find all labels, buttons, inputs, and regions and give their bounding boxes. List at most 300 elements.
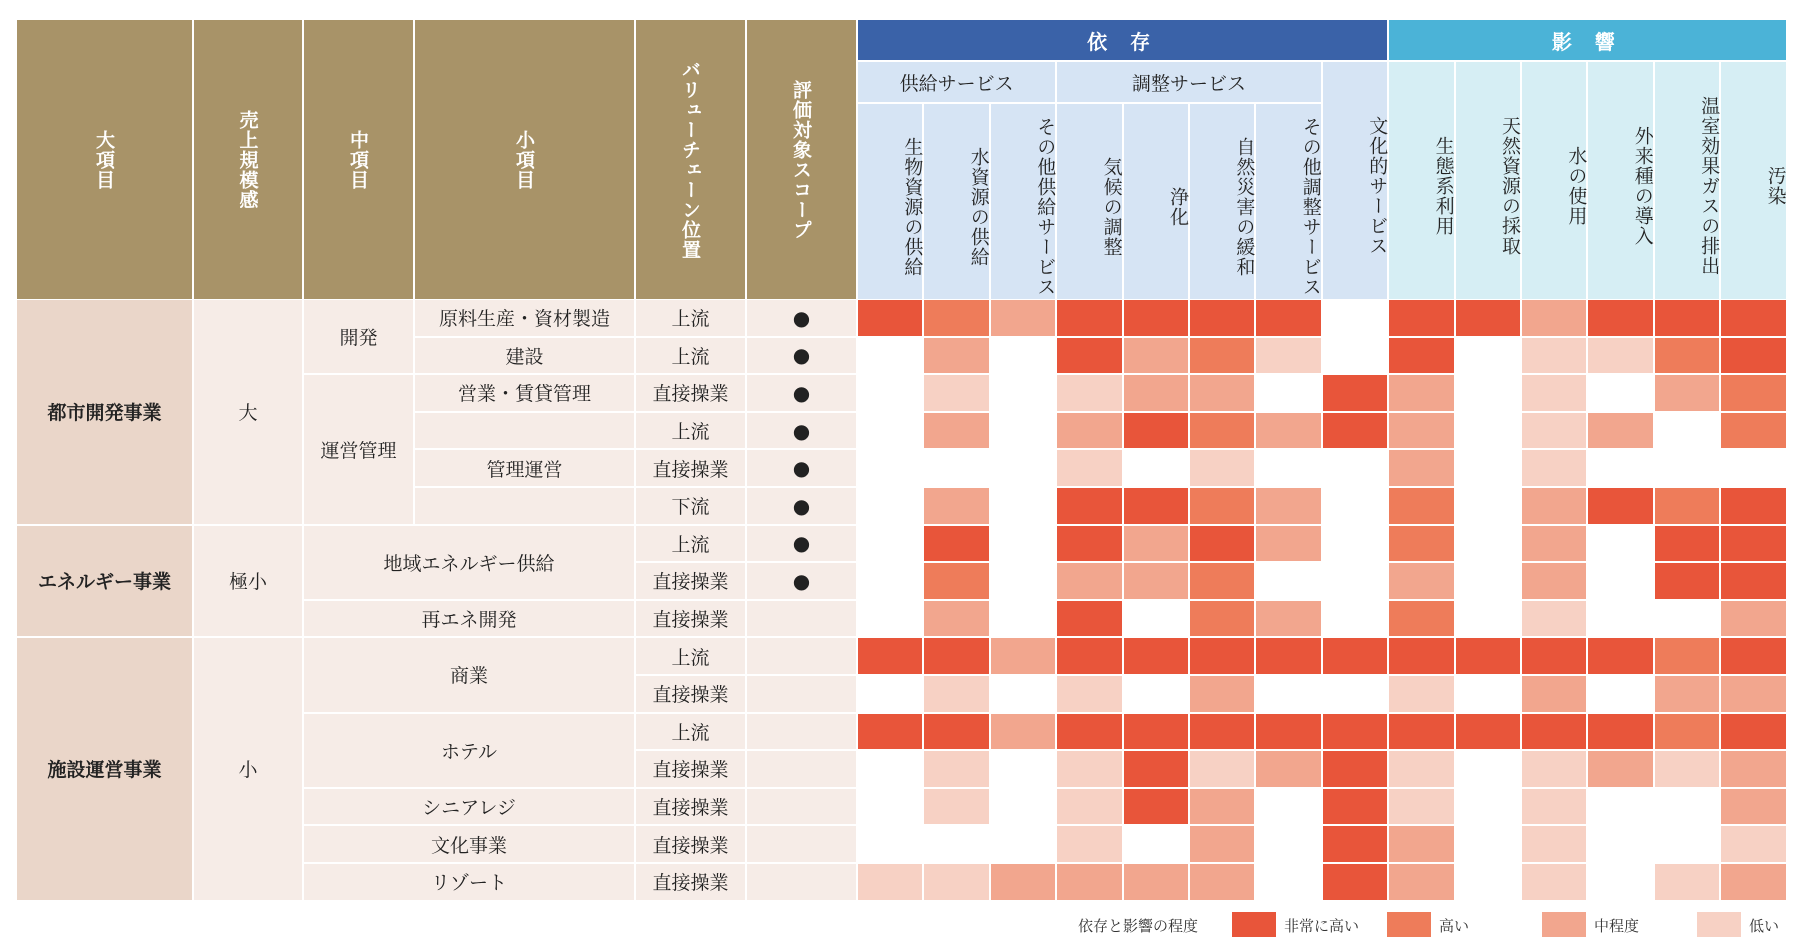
heatmap-cell [1190,714,1254,750]
heatmap-cell [1256,676,1320,712]
small-item: 管理運営 [415,450,634,486]
heatmap-cell [991,638,1055,674]
heatmap-cell [1323,563,1387,599]
heatmap-cell [1721,300,1785,336]
heatmap-cell [1655,413,1719,449]
heatmap-cell [1721,450,1785,486]
heatmap-cell [1456,676,1520,712]
heatmap-cell [1057,601,1121,637]
column-header: その他調整サービス [1256,104,1320,299]
heatmap-cell [991,676,1055,712]
heatmap-cell [1124,789,1188,825]
scope-marker: ● [747,488,856,524]
heatmap-cell [1588,375,1652,411]
heatmap-cell [1588,676,1652,712]
heatmap-cell [1190,638,1254,674]
heatmap-cell [1456,714,1520,750]
heatmap-cell [1323,375,1387,411]
scope-marker [747,789,856,825]
heatmap-cell [1256,864,1320,900]
sales-scale: 小 [194,638,302,899]
heatmap-cell [1256,375,1320,411]
heatmap-cell [1389,751,1453,787]
heatmap-cell [1190,563,1254,599]
scope-marker [747,864,856,900]
heatmap-cell [1256,450,1320,486]
heatmap-cell [1389,789,1453,825]
legend-title: 依存と影響の程度 [1078,917,1199,935]
column-header: 生物資源の供給 [858,104,922,299]
value-chain-position: 直接操業 [636,789,745,825]
mid-item: 運営管理 [304,375,413,523]
sales-scale: 極小 [194,526,302,637]
column-header: 温室効果ガスの排出 [1655,62,1719,299]
heatmap-cell [1256,714,1320,750]
sales-scale: 大 [194,300,302,524]
heatmap-cell [1190,300,1254,336]
scope-marker: ● [747,563,856,599]
heatmap-cell [1323,714,1387,750]
heatmap-cell [1057,563,1121,599]
scope-marker: ● [747,375,856,411]
heatmap-cell [924,789,988,825]
heatmap-cell [1057,488,1121,524]
heatmap-cell [1522,714,1586,750]
heatmap-cell [1323,601,1387,637]
heatmap-cell [1721,563,1785,599]
heatmap-cell [1323,789,1387,825]
heatmap-cell [1522,751,1586,787]
heatmap-cell [1190,338,1254,374]
heatmap-cell [1389,601,1453,637]
heatmap-cell [1389,526,1453,562]
heatmap-cell [991,789,1055,825]
heatmap-cell [1721,375,1785,411]
heatmap-cell [1256,638,1320,674]
heatmap-cell [1655,488,1719,524]
heatmap-cell [1323,300,1387,336]
value-chain-position: 直接操業 [636,676,745,712]
heatmap-cell [991,714,1055,750]
value-chain-position: 直接操業 [636,864,745,900]
heatmap-cell [991,375,1055,411]
heatmap-cell [1323,488,1387,524]
heatmap-cell [1588,638,1652,674]
column-header: その他供給サービス [991,104,1055,299]
column-header: 自然災害の緩和 [1190,104,1254,299]
heatmap-cell [924,714,988,750]
small-item: ホテル [304,714,634,787]
value-chain-position: 直接操業 [636,450,745,486]
major-item: 施設運営事業 [17,638,192,899]
heatmap-cell [1588,563,1652,599]
heatmap-cell [924,601,988,637]
heatmap-cell [1124,526,1188,562]
scope-marker [747,638,856,674]
small-item [415,488,634,524]
heatmap-cell [924,638,988,674]
heatmap-cell [1057,450,1121,486]
heatmap-cell [1588,488,1652,524]
heatmap-cell [1456,563,1520,599]
header-major-item: 大項目 [17,20,192,299]
heatmap-cell [1522,450,1586,486]
heatmap-cell [858,526,922,562]
heatmap-cell [1588,751,1652,787]
heatmap-cell [1721,338,1785,374]
heatmap-cell [1588,601,1652,637]
heatmap-cell [1389,338,1453,374]
heatmap-cell [1721,638,1785,674]
heatmap-cell [1522,413,1586,449]
legend-label: 低い [1749,917,1780,935]
heatmap-cell [1721,864,1785,900]
small-item: 営業・賃貸管理 [415,375,634,411]
heatmap-cell [1588,526,1652,562]
heatmap-cell [1389,450,1453,486]
heatmap-cell [1456,488,1520,524]
heatmap-cell [1124,826,1188,862]
column-header: 気候の調整 [1057,104,1121,299]
heatmap-cell [1057,864,1121,900]
heatmap-cell [991,526,1055,562]
heatmap-cell [1655,601,1719,637]
heatmap-cell [924,864,988,900]
small-item: 建設 [415,338,634,374]
heatmap-cell [1124,751,1188,787]
heatmap-cell [924,676,988,712]
heatmap-cell [858,789,922,825]
scope-marker: ● [747,413,856,449]
heatmap-cell [1456,789,1520,825]
heatmap-cell [991,563,1055,599]
header-scope: 評価対象スコープ [747,20,856,299]
heatmap-cell [1655,864,1719,900]
value-chain-position: 上流 [636,526,745,562]
header-sales-scale: 売上規模感 [194,20,302,299]
heatmap-cell [858,676,922,712]
heatmap-cell [1057,676,1121,712]
column-header: 生態系利用 [1389,62,1453,299]
scope-marker: ● [747,300,856,336]
column-header: 天然資源の採取 [1456,62,1520,299]
small-item: 商業 [304,638,634,711]
heatmap-cell [1057,826,1121,862]
heatmap-cell [1456,864,1520,900]
heatmap-cell [1256,789,1320,825]
heatmap-cell [1655,375,1719,411]
heatmap-cell [924,751,988,787]
heatmap-cell [991,413,1055,449]
small-item: 文化事業 [304,826,634,862]
heatmap-cell [1124,676,1188,712]
heatmap-cell [1323,864,1387,900]
heatmap-cell [1522,488,1586,524]
heatmap-cell [1124,413,1188,449]
small-item: リゾート [304,864,634,900]
heatmap-cell [1522,526,1586,562]
heatmap-cell [1057,338,1121,374]
heatmap-cell [1721,488,1785,524]
heatmap-cell [1389,864,1453,900]
heatmap-cell [1588,450,1652,486]
heatmap-cell [1456,338,1520,374]
heatmap-cell [1389,375,1453,411]
heatmap-cell [858,488,922,524]
heatmap-cell [1190,864,1254,900]
heatmap-cell [1190,526,1254,562]
scope-marker [747,751,856,787]
heatmap-cell [1057,714,1121,750]
heatmap-cell [1057,751,1121,787]
heatmap-cell [1190,676,1254,712]
heatmap-cell [1323,676,1387,712]
heatmap-cell [1655,751,1719,787]
heatmap-cell [924,413,988,449]
heatmap-cell [1456,601,1520,637]
heatmap-cell [924,375,988,411]
heatmap-cell [1389,638,1453,674]
heatmap-cell [1190,450,1254,486]
heatmap-cell [1456,751,1520,787]
heatmap-cell [1522,300,1586,336]
heatmap-cell [1124,488,1188,524]
scope-marker [747,601,856,637]
value-chain-position: 上流 [636,300,745,336]
heatmap-cell [858,714,922,750]
value-chain-position: 直接操業 [636,375,745,411]
heatmap-cell [858,450,922,486]
heatmap-cell [1389,413,1453,449]
heatmap-cell [1655,563,1719,599]
heatmap-cell [924,826,988,862]
heatmap-cell [1323,826,1387,862]
legend-label: 非常に高い [1284,917,1360,935]
heatmap-cell [1190,413,1254,449]
heatmap-cell [1655,300,1719,336]
heatmap-cell [1721,676,1785,712]
value-chain-position: 上流 [636,338,745,374]
major-item: 都市開発事業 [17,300,192,524]
heatmap-cell [1522,563,1586,599]
heatmap-cell [1655,714,1719,750]
heatmap-cell [1190,601,1254,637]
heatmap-cell [1124,563,1188,599]
small-item: シニアレジ [304,789,634,825]
heatmap-cell [1522,789,1586,825]
column-header: 文化的サービス [1323,62,1387,299]
heatmap-cell [1256,526,1320,562]
heatmap-cell [1190,789,1254,825]
heatmap-cell [1721,826,1785,862]
heatmap-cell [924,450,988,486]
heatmap-cell [991,826,1055,862]
heatmap-cell [924,338,988,374]
header-value-chain: バリューチェーン位置 [636,20,745,299]
heatmap-cell [1588,300,1652,336]
heatmap-cell [1190,826,1254,862]
heatmap-cell [1721,751,1785,787]
heatmap-cell [1057,375,1121,411]
heatmap-cell [1124,375,1188,411]
heatmap-cell [1588,789,1652,825]
legend-swatch [1697,912,1741,937]
heatmap-cell [1256,413,1320,449]
heatmap-cell [858,338,922,374]
small-item: 再エネ開発 [304,601,634,637]
heatmap-cell [1721,601,1785,637]
legend-label: 中程度 [1594,917,1640,935]
heatmap-cell [1721,789,1785,825]
heatmap-cell [1456,450,1520,486]
heatmap-cell [991,864,1055,900]
heatmap-cell [1389,563,1453,599]
legend-label: 高い [1439,917,1470,935]
column-header: 外来種の導入 [1588,62,1652,299]
heatmap-cell [1256,826,1320,862]
heatmap-cell [1655,338,1719,374]
heatmap-cell [924,563,988,599]
heatmap-cell [1057,300,1121,336]
heatmap-cell [991,338,1055,374]
heatmap-cell [1522,601,1586,637]
value-chain-position: 直接操業 [636,601,745,637]
heatmap-cell [1588,826,1652,862]
value-chain-position: 直接操業 [636,751,745,787]
heatmap-cell [1721,714,1785,750]
heatmap-cell [1522,338,1586,374]
heatmap-cell [858,601,922,637]
heatmap-cell [1256,338,1320,374]
heatmap-cell [1655,450,1719,486]
heatmap-cell [858,826,922,862]
heatmap-cell [1456,826,1520,862]
column-header: 水の使用 [1522,62,1586,299]
value-chain-position: 上流 [636,714,745,750]
mid-item: 開発 [304,300,413,373]
heatmap-cell [1057,413,1121,449]
heatmap-cell [1522,676,1586,712]
scope-marker [747,826,856,862]
heatmap-cell [1323,450,1387,486]
heatmap-cell [1389,714,1453,750]
column-header: 汚染 [1721,62,1785,299]
heatmap-cell [1456,413,1520,449]
heatmap-cell [1389,300,1453,336]
major-item: エネルギー事業 [17,526,192,637]
heatmap-cell [1124,601,1188,637]
small-item: 原料生産・資材製造 [415,300,634,336]
small-item: 地域エネルギー供給 [304,526,634,599]
heatmap-cell [1456,300,1520,336]
impact-header: 影 響 [1389,20,1785,60]
heatmap-cell [1389,826,1453,862]
heatmap-cell [1256,563,1320,599]
heatmap-cell [1389,488,1453,524]
value-chain-position: 上流 [636,638,745,674]
value-chain-position: 下流 [636,488,745,524]
legend-swatch [1387,912,1431,937]
heatmap-cell [1655,676,1719,712]
heatmap-cell [1456,375,1520,411]
heatmap-cell [1256,601,1320,637]
heatmap-cell [1655,789,1719,825]
heatmap-cell [1721,413,1785,449]
heatmap-cell [1323,638,1387,674]
heatmap-cell [924,300,988,336]
heatmap-cell [1721,526,1785,562]
legend-swatch [1542,912,1586,937]
heatmap-cell [858,563,922,599]
group-provisioning-services: 供給サービス [858,62,1055,102]
heatmap-cell [1124,338,1188,374]
heatmap-cell [1655,638,1719,674]
heatmap-cell [1655,526,1719,562]
heatmap-cell [1256,488,1320,524]
group-regulating-services: 調整サービス [1057,62,1321,102]
heatmap-cell [1588,714,1652,750]
heatmap-cell [1588,338,1652,374]
value-chain-position: 直接操業 [636,826,745,862]
heatmap-cell [991,300,1055,336]
scope-marker: ● [747,450,856,486]
heatmap-cell [991,751,1055,787]
small-item [415,413,634,449]
heatmap-cell [1124,450,1188,486]
value-chain-position: 直接操業 [636,563,745,599]
heatmap-cell [1522,826,1586,862]
scope-marker: ● [747,526,856,562]
heatmap-cell [1323,338,1387,374]
heatmap-cell [1057,526,1121,562]
heatmap-cell [858,638,922,674]
legend-swatch [1232,912,1276,937]
heatmap-cell [1522,864,1586,900]
heatmap-cell [1655,826,1719,862]
header-small-item: 小項目 [415,20,634,299]
heatmap-cell [1057,638,1121,674]
heatmap-cell [858,375,922,411]
column-header: 浄化 [1124,104,1188,299]
scope-marker [747,676,856,712]
heatmap-cell [1190,375,1254,411]
heatmap-cell [858,413,922,449]
heatmap-cell [1057,789,1121,825]
heatmap-cell [858,751,922,787]
heatmap-cell [1190,751,1254,787]
heatmap-cell [1124,864,1188,900]
heatmap-cell [858,864,922,900]
heatmap-cell [1588,413,1652,449]
heatmap-cell [1256,300,1320,336]
heatmap-cell [924,526,988,562]
dependency-header: 依 存 [858,20,1387,60]
heatmap-cell [1588,864,1652,900]
heatmap-cell [1522,375,1586,411]
scope-marker: ● [747,338,856,374]
heatmap-cell [1323,413,1387,449]
heatmap-cell [858,300,922,336]
heatmap-cell [1456,526,1520,562]
heatmap-cell [1522,638,1586,674]
heatmap-cell [1124,714,1188,750]
heatmap-cell [1456,638,1520,674]
heatmap-cell [991,601,1055,637]
heatmap-cell [1256,751,1320,787]
heatmap-cell [1389,676,1453,712]
scope-marker [747,714,856,750]
heatmap-cell [1124,300,1188,336]
